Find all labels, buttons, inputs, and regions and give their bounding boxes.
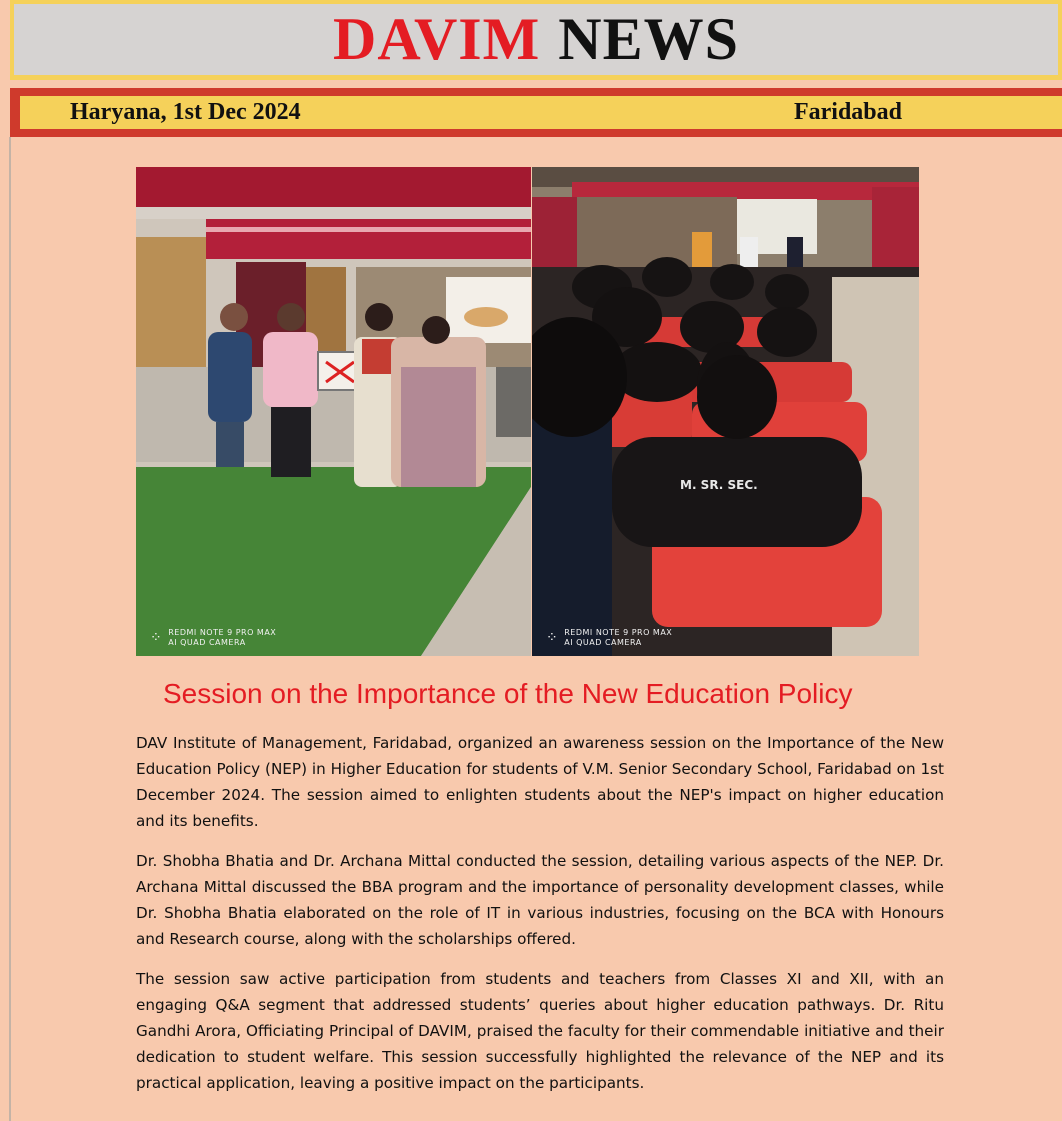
dateline-location-date: Haryana, 1st Dec 2024 (70, 99, 301, 125)
article-headline: Session on the Importance of the New Education Policy (163, 678, 853, 709)
article-body (136, 730, 944, 1110)
photo-certificate-presentation (136, 167, 531, 656)
dateline-city: Faridabad (793, 99, 902, 125)
masthead-brand: DAVIM (333, 6, 541, 72)
masthead (10, 0, 1062, 80)
article-paragraph: The session saw active participation from students and teachers from Classes XI and XII, with an engaging Q&A segment that addressed students’ queries about higher education pathways. Dr. Ritu Gandhi Arora, Officiating Principal of DAVIM, praised the faculty for their commendable initiative and their dedication to student welfare. This session successfully highlighted the relevance of the NEP and its practical application, leaving a positive impact on the participants. (136, 970, 944, 1092)
dateline-bar (10, 88, 1062, 137)
photo-camera-watermark: ⁘ REDMI NOTE 9 PRO MAX AI QUAD CAMERA (150, 628, 277, 647)
masthead-title (14, 4, 1058, 75)
masthead-news: NEWS (558, 6, 739, 72)
svg-text:M. SR. SEC.: M. SR. SEC. (680, 478, 758, 492)
photo-students-auditorium (532, 167, 919, 656)
camera-lens-icon: ⁘ (150, 630, 163, 646)
article-paragraph: DAV Institute of Management, Faridabad, organized an awareness session on the Importance of the New Education Policy (NEP) in Higher Education for students of V.M. Senior Secondary School, Faridabad on 1st December 2024. The session aimed to enlighten students about the NEP's impact on higher education and its benefits. (136, 734, 944, 830)
camera-lens-icon: ⁘ (546, 630, 559, 646)
photo-camera-watermark: ⁘ REDMI NOTE 9 PRO MAX AI QUAD CAMERA (546, 628, 673, 647)
article-paragraph: Dr. Shobha Bhatia and Dr. Archana Mittal conducted the session, detailing various aspects of the NEP. Dr. Archana Mittal discussed the BBA program and the importance of personality development classes, while Dr. Shobha Bhatia elaborated on the role of IT in various industries, focusing on the BCA with Honours and Research course, along with the scholarships offered. (136, 852, 944, 948)
left-rule (9, 137, 11, 1121)
